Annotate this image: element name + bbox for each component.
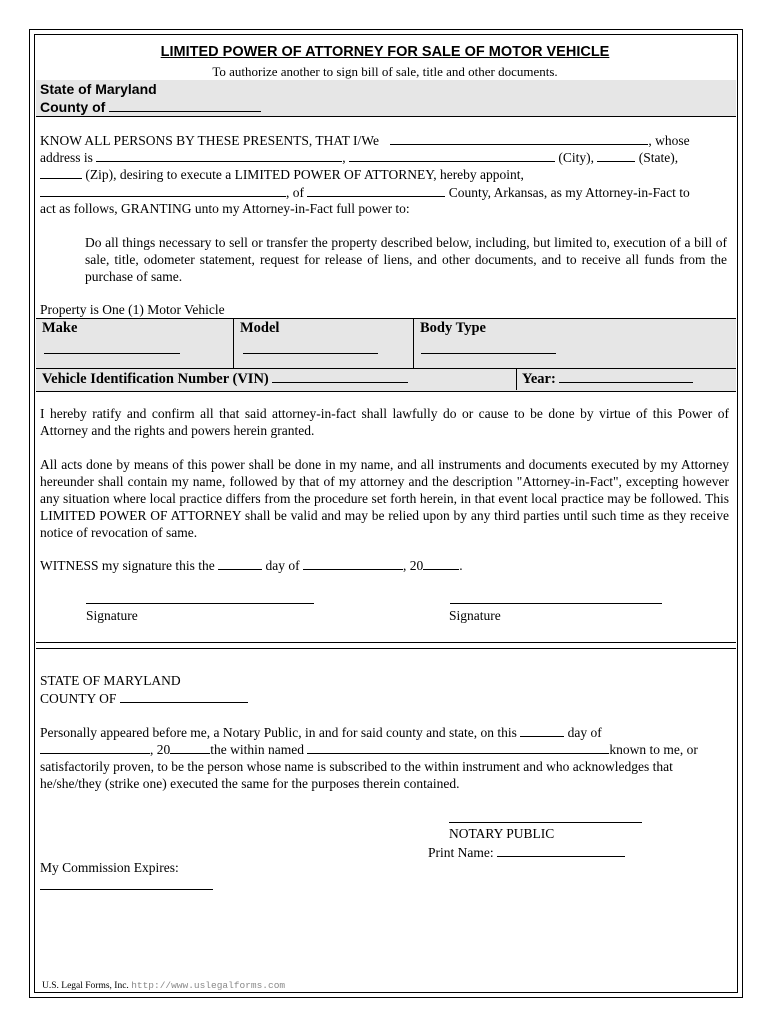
attorney-county-blank[interactable] bbox=[307, 184, 445, 197]
intro-line-5: act as follows, GRANTING unto my Attorney-in-Fact full power to: bbox=[40, 201, 410, 216]
print-name-label: Print Name: bbox=[428, 844, 625, 861]
acts-paragraph: All acts done by means of this power shall be done in my name, and all instruments and documents executed by my Attorney hereunder shall contain my name, followed by that of my attorney and the description "Attorney-in-Fact", excepting however any situation where local practice differs from the procedure set forth herein, in that event local practice may be followed. This LIMITED POWER OF ATTORNEY shall be valid and may be relied upon by any third parties until such time as they receive notice of revocation of same. bbox=[40, 457, 729, 540]
model-blank[interactable] bbox=[243, 353, 378, 354]
notary-state: STATE OF MARYLAND bbox=[40, 673, 181, 688]
notary-line-3: satisfactorily proven, to be the person whose name is subscribed to the within instrument and who acknowledges that bbox=[40, 759, 673, 774]
intro-line-3: (Zip), desiring to execute a LIMITED POWER OF ATTORNEY, hereby appoint, bbox=[40, 166, 524, 183]
notary-line-1: Personally appeared before me, a Notary Public, in and for said county and state, on this day of bbox=[40, 725, 602, 740]
document-title: LIMITED POWER OF ATTORNEY FOR SALE OF MOTOR VEHICLE bbox=[160, 44, 610, 60]
notary-public-label: NOTARY PUBLIC bbox=[449, 826, 555, 841]
vin-label: Vehicle Identification Number (VIN) bbox=[42, 370, 408, 388]
notary-month-blank[interactable] bbox=[40, 741, 150, 754]
band-divider bbox=[36, 116, 736, 117]
state-blank[interactable] bbox=[597, 149, 635, 162]
print-name-blank[interactable] bbox=[497, 844, 625, 857]
notary-line-4: he/she/they (strike one) executed the same for the purposes therein contained. bbox=[40, 776, 460, 791]
notary-divider-1 bbox=[36, 642, 736, 643]
principal-name-blank[interactable] bbox=[390, 132, 648, 145]
commission-label: My Commission Expires: bbox=[40, 860, 179, 875]
col-body-type: Body Type bbox=[420, 320, 486, 336]
col-model: Model bbox=[240, 320, 280, 336]
footer-url[interactable]: http://www.uslegalforms.com bbox=[131, 980, 286, 991]
make-blank[interactable] bbox=[44, 353, 180, 354]
commission-blank[interactable] bbox=[40, 889, 213, 890]
col-divider-2 bbox=[413, 318, 414, 368]
body-type-blank[interactable] bbox=[421, 353, 556, 354]
year-blank[interactable] bbox=[559, 370, 693, 383]
county-blank[interactable] bbox=[109, 99, 261, 112]
col-divider-1 bbox=[233, 318, 234, 368]
address-blank[interactable] bbox=[96, 149, 342, 162]
notary-signature-line[interactable] bbox=[449, 822, 642, 823]
witness-line: WITNESS my signature this the day of , 20 . bbox=[40, 558, 463, 573]
intro-line-1: KNOW ALL PERSONS BY THESE PRESENTS, THAT I/We , whose bbox=[40, 133, 690, 148]
col-make: Make bbox=[42, 320, 78, 336]
property-caption: Property is One (1) Motor Vehicle bbox=[40, 302, 225, 317]
footer-company: U.S. Legal Forms, Inc. bbox=[42, 981, 129, 991]
witness-month-blank[interactable] bbox=[303, 557, 403, 570]
witness-day-blank[interactable] bbox=[218, 557, 262, 570]
signature-label-left: Signature bbox=[86, 608, 138, 623]
notary-county: COUNTY OF bbox=[40, 690, 248, 707]
witness-year-blank[interactable] bbox=[423, 557, 459, 570]
signature-line-right[interactable] bbox=[450, 603, 662, 604]
col-divider-3 bbox=[516, 368, 517, 390]
notary-person-blank[interactable] bbox=[307, 741, 609, 754]
notary-county-blank[interactable] bbox=[120, 690, 248, 703]
grant-paragraph: Do all things necessary to sell or transfer the property described below, including, but limited to, execution of a bill of sale, title, odometer statement, request for release of liens, and other documents, and to receive all funds from the purchase of same. bbox=[85, 235, 727, 284]
notary-year-blank[interactable] bbox=[170, 741, 210, 754]
intro-line-2: address is , (City), (State), bbox=[40, 150, 679, 165]
signature-label-right: Signature bbox=[449, 608, 501, 623]
notary-line-2: , 20 the within named known to me, or bbox=[40, 741, 698, 758]
notary-day-blank[interactable] bbox=[520, 724, 564, 737]
city-blank[interactable] bbox=[349, 149, 555, 162]
zip-blank[interactable] bbox=[40, 166, 82, 179]
intro-line-4: , of County, Arkansas, as my Attorney-in-Fact to bbox=[40, 184, 690, 201]
county-label: County of bbox=[40, 99, 261, 115]
vin-blank[interactable] bbox=[272, 370, 408, 383]
state-label: State of Maryland bbox=[40, 81, 157, 97]
footer bbox=[42, 980, 285, 991]
ratify-paragraph: I hereby ratify and confirm all that said attorney-in-fact shall lawfully do or cause to be done by virtue of this Power of Attorney and the rights and powers herein granted. bbox=[40, 406, 729, 438]
document-subtitle: To authorize another to sign bill of sale, title and other documents. bbox=[212, 64, 558, 79]
year-label: Year: bbox=[522, 370, 693, 388]
vehicle-header-row bbox=[36, 318, 736, 370]
notary-divider-2 bbox=[36, 648, 736, 649]
attorney-name-blank[interactable] bbox=[40, 184, 286, 197]
signature-line-left[interactable] bbox=[86, 603, 314, 604]
